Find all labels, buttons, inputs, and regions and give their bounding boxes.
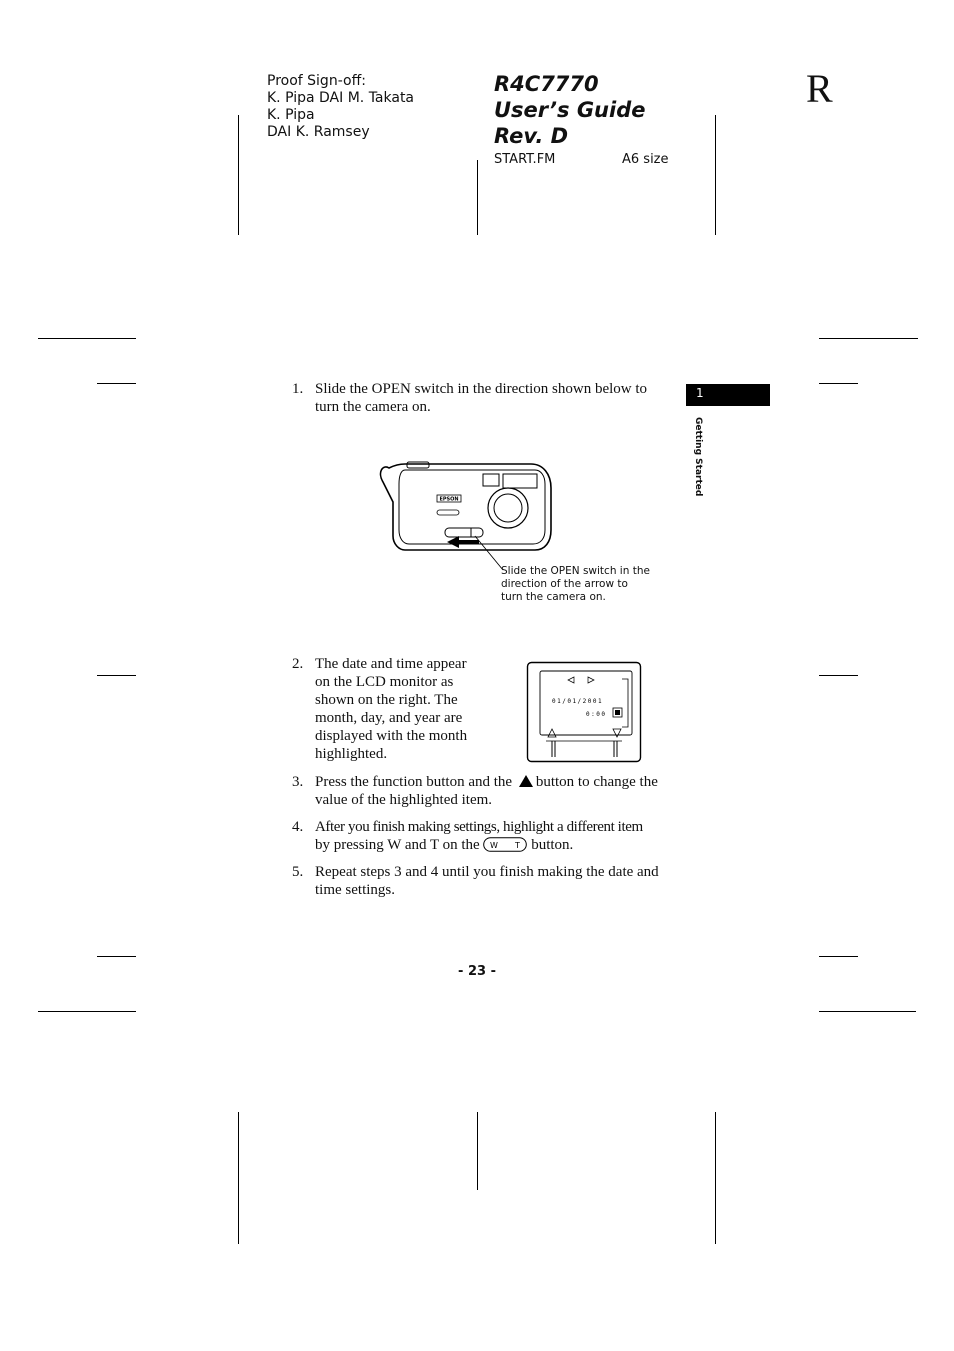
step-line: time settings.	[315, 882, 395, 898]
step-number: 1.	[292, 381, 304, 397]
step-line: highlighted.	[315, 746, 388, 762]
zoom-w-label: W	[490, 841, 499, 850]
step-text-before: Press the function button and the	[315, 774, 513, 790]
crop-line	[819, 956, 858, 957]
file-name: START.FM	[494, 152, 556, 167]
crop-line	[477, 1112, 478, 1190]
step-text	[315, 818, 685, 854]
chapter-label: Getting Started	[693, 417, 703, 497]
step-line: turn the camera on.	[315, 399, 431, 415]
title-line: Rev. D	[494, 124, 569, 148]
caption-line: turn the camera on.	[501, 591, 606, 603]
title-line: R4C7770	[494, 72, 599, 96]
crop-line	[819, 383, 858, 384]
step-line: The date and time appear	[315, 656, 467, 672]
up-arrow-icon	[519, 775, 533, 787]
step-line: value of the highlighted item.	[315, 792, 493, 808]
signoff-line: DAI K. Ramsey	[267, 124, 370, 140]
camera-caption	[501, 565, 651, 604]
region-mark: R	[806, 66, 833, 111]
crop-line	[819, 675, 858, 676]
crop-line	[819, 338, 918, 339]
proof-signoff	[267, 73, 414, 141]
crop-line	[715, 1112, 716, 1244]
chapter-tab	[686, 384, 770, 406]
crop-line	[97, 383, 136, 384]
step-text-after: button.	[531, 837, 574, 853]
step-line	[315, 836, 685, 854]
signoff-line: K. Pipa	[267, 107, 315, 123]
step-text	[315, 773, 685, 809]
crop-line	[97, 956, 136, 957]
step-line: month, day, and year are	[315, 710, 463, 726]
signoff-line: K. Pipa DAI M. Takata	[267, 90, 415, 106]
step-line: After you finish making settings, highlight a different item	[315, 819, 643, 835]
step-number: 5.	[292, 864, 304, 880]
crop-line	[38, 338, 136, 339]
chapter-number: 1	[696, 386, 704, 400]
step-line: Repeat steps 3 and 4 until you finish making the date and	[315, 864, 659, 880]
title-line: User’s Guide	[494, 98, 646, 122]
document-title	[494, 71, 645, 149]
camera-illustration	[375, 458, 555, 578]
crop-line	[238, 115, 239, 235]
crop-line	[97, 675, 136, 676]
zoom-button-icon	[483, 837, 527, 852]
step-number: 4.	[292, 819, 304, 835]
step-text-after: button to change the	[535, 774, 658, 790]
camera-brand: EPSON	[439, 496, 459, 503]
crop-line	[819, 1011, 916, 1012]
page-number: - 23 -	[458, 964, 496, 979]
step-line: on the LCD monitor as	[315, 674, 454, 690]
step-line: shown on the right. The	[315, 692, 458, 708]
step-text	[315, 655, 495, 763]
crop-line	[477, 160, 478, 235]
signoff-line: Proof Sign-off:	[267, 73, 366, 89]
caption-line: Slide the OPEN switch in the	[501, 565, 650, 577]
step-line: displayed with the month	[315, 728, 468, 744]
zoom-t-label: T	[515, 841, 521, 850]
step-number: 3.	[292, 774, 304, 790]
lcd-date: 01/01/2001	[552, 698, 604, 705]
page-size: A6 size	[622, 152, 669, 167]
crop-line	[238, 1112, 239, 1244]
crop-line	[715, 115, 716, 235]
lcd-time: 0:00	[586, 711, 607, 718]
step-text-before: by pressing W and T on the	[315, 837, 480, 853]
step-line	[315, 773, 685, 791]
step-text	[315, 863, 685, 899]
crop-line	[38, 1011, 136, 1012]
step-line: Slide the OPEN switch in the direction shown below to	[315, 381, 648, 397]
lcd-illustration	[526, 661, 642, 763]
caption-line: direction of the arrow to	[501, 578, 628, 590]
step-text	[315, 380, 675, 416]
step-number: 2.	[292, 656, 304, 672]
